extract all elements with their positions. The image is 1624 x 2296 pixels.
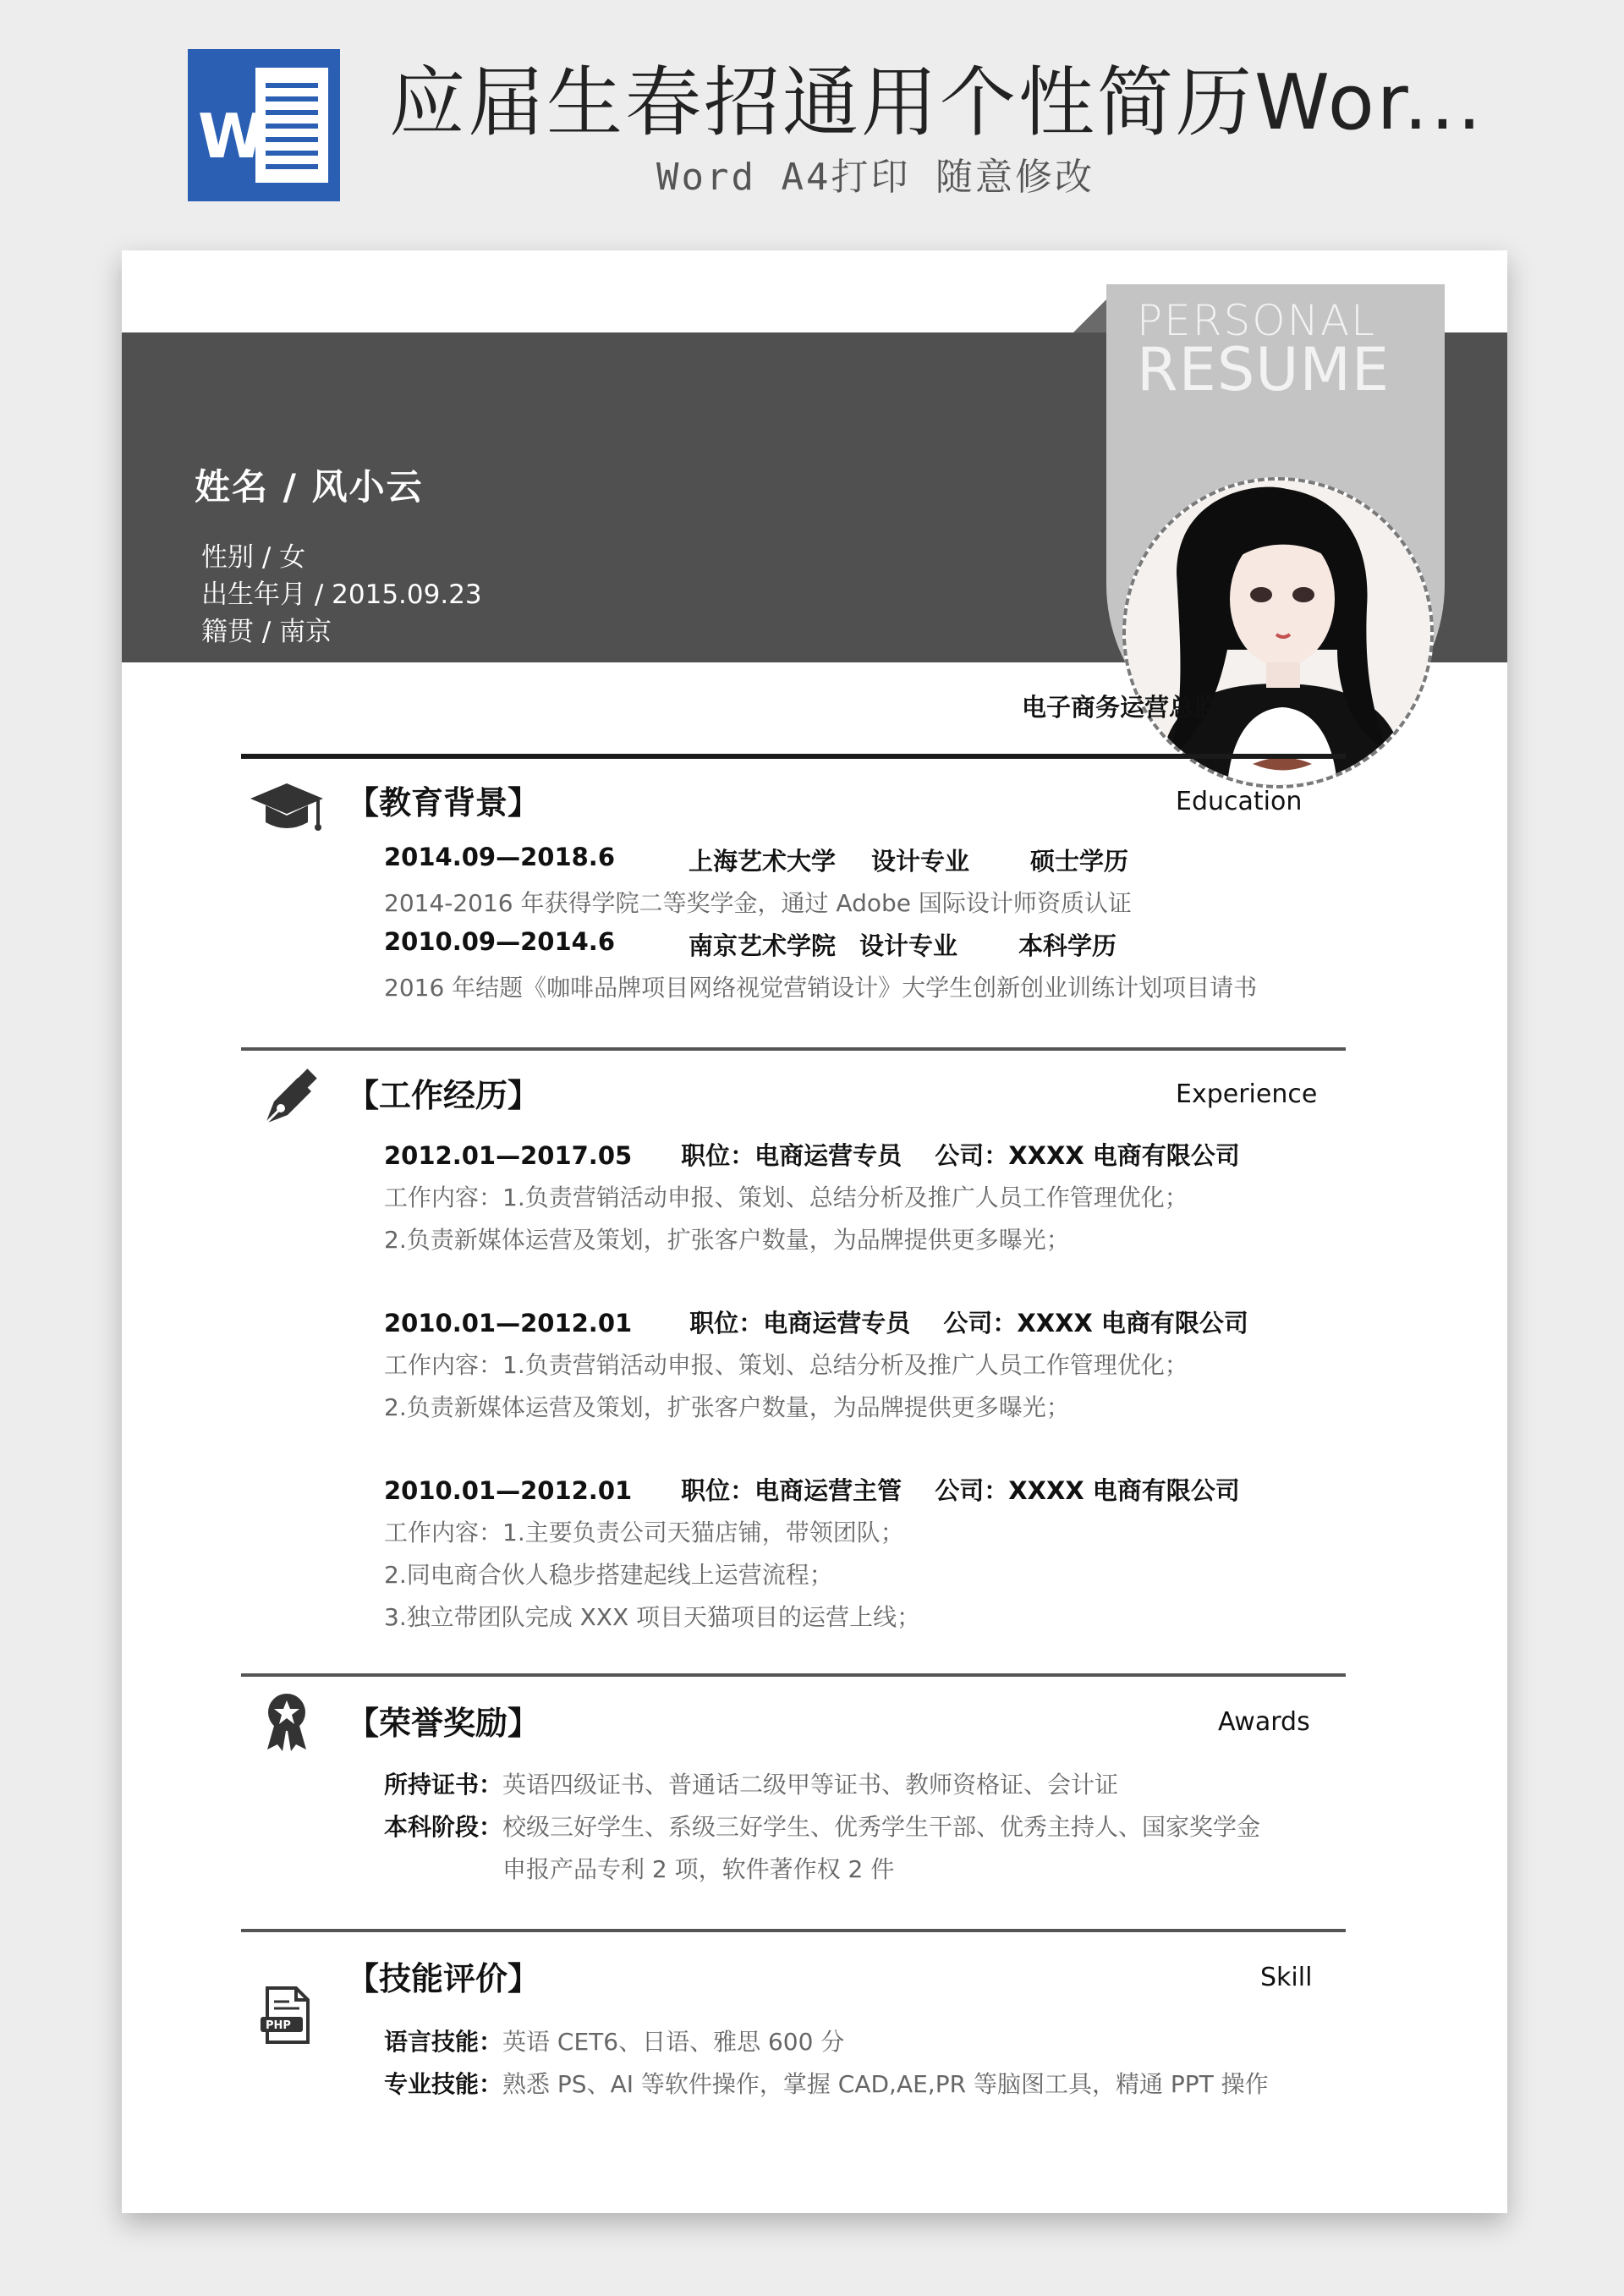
skills-lang-row [384,2024,844,2057]
edu-2-school: 南京艺术学院 [689,931,837,960]
awards-stage-text: 校级三好学生、系级三好学生、优秀学生干部、优秀主持人、国家奖学金 [502,1813,1261,1841]
avatar [1122,477,1434,788]
exp-2-header: 2010.01—2012.01 职位：电商运营专员 公司：XXXX 电商有限公司 [384,1309,1248,1338]
word-logo-letter: W [198,101,266,172]
education-title: 【教育背景】 [347,784,540,821]
edu-1-date: 2014.09—2018.6 [384,843,615,871]
skills-en-title: Skill [1260,1963,1313,1992]
exp-3-line-3: 3.独立带团队完成 XXX 项目天猫项目的运营上线； [384,1603,921,1631]
education-en-title: Education [1176,787,1303,816]
exp-3-header: 2010.01—2012.01 职位：电商运营主管 公司：XXXX 电商有限公司 [384,1476,1240,1505]
tab-line-personal: PERSONAL [1137,296,1377,345]
job-title: 电子商务运营总监 [1021,693,1218,722]
avatar-illustration [1126,481,1430,785]
award-medal-icon [249,1690,325,1751]
tab-line-resume: RESUME [1137,334,1391,404]
email-link[interactable]: star@docer.com [267,708,481,739]
education-divider [241,754,1346,759]
awards-divider [241,1673,1346,1677]
edu-1-school: 上海艺术大学 [689,847,837,876]
awards-title: 【荣誉奖励】 [347,1705,540,1742]
resume-page [122,250,1507,2213]
email-line [198,701,480,739]
experience-divider [241,1047,1346,1051]
skills-lang-text: 英语 CET6、日语、雅思 600 分 [502,2028,845,2056]
exp-1-line-1: 工作内容：1.负责营销活动申报、策划、总结分析及推广人员工作管理优化； [384,1184,1188,1211]
edu-1-degree: 硕士学历 [1030,847,1129,876]
experience-title: 【工作经历】 [347,1077,540,1114]
php-icon-text: PHP [266,2019,291,2032]
awards-stage-row [384,1809,1260,1843]
awards-en-title: Awards [1218,1707,1310,1737]
hometown-line: 籍贯 / 南京 [201,617,332,647]
awards-cert-label: 所持证书： [384,1771,503,1799]
pen-icon [249,1068,325,1129]
tab-text [1137,296,1424,404]
qq-line: QQ / 1600000000 [494,664,728,695]
skills-lang-label: 语言技能： [384,2028,503,2056]
awards-cert-text: 英语四级证书、普通话二级甲等证书、教师资格证、会计证 [502,1771,1119,1799]
skills-pro-text: 熟悉 PS、AI 等软件操作，掌握 CAD,AE,PR 等脑图工具，精通 PPT 操作 [502,2070,1269,2098]
exp-3-line-1: 工作内容：1.主要负责公司天猫店铺，带领团队； [384,1519,904,1546]
exp-1-header: 2012.01—2017.05 职位：电商运营专员 公司：XXXX 电商有限公司 [384,1141,1240,1170]
edu-2-desc: 2016 年结题《咖啡品牌项目网络视觉营销设计》大学生创新创业训练计划项目请书 [384,974,1258,1002]
graduation-cap-icon [249,778,325,839]
experience-en-title: Experience [1176,1079,1318,1109]
name-line: 姓名 / 风小云 [195,466,424,508]
edu-1-desc: 2014-2016 年获得学院二等奖学金，通过 Adobe 国际设计师资质认证 [384,889,1132,917]
awards-cert-row [384,1766,1118,1800]
edu-1-major: 设计专业 [871,847,970,876]
skills-pro-row [384,2066,1269,2100]
exp-1-line-2: 2.负责新媒体运营及策划，扩张客户数量，为品牌提供更多曝光； [384,1226,1070,1254]
phone-line: 电话 / 1800000000 [198,671,443,701]
birth-line: 出生年月 / 2015.09.23 [201,579,482,610]
document-header [0,0,1624,228]
awards-stage-label: 本科阶段： [384,1813,503,1841]
document-subtitle: Word A4打印 随意修改 [656,156,1095,199]
skills-pro-label: 专业技能： [384,2070,503,2098]
email-label: 邮箱/ [198,708,260,739]
edu-2-degree: 本科学历 [1018,931,1117,960]
address-line: 地址 / 南京市江宁双龙大道 128 号 A1176 [516,708,1016,739]
skills-divider [241,1929,1346,1932]
skills-title: 【技能评价】 [347,1960,540,1997]
exp-2-line-1: 工作内容：1.负责营销活动申报、策划、总结分析及推广人员工作管理优化； [384,1351,1188,1379]
php-file-icon [249,1985,325,2046]
exp-3-line-2: 2.同电商合伙人稳步搭建起线上运营流程； [384,1561,833,1589]
exp-2-line-2: 2.负责新媒体运营及策划，扩张客户数量，为品牌提供更多曝光； [384,1393,1070,1421]
edu-2-date: 2010.09—2014.6 [384,927,615,956]
gender-line: 性别 / 女 [201,542,306,573]
edu-2-major: 设计专业 [859,931,958,960]
awards-stage-text-2: 申报产品专利 2 项，软件著作权 2 件 [502,1855,895,1883]
document-title: 应届生春招通用个性简历Wor... [389,58,1484,147]
